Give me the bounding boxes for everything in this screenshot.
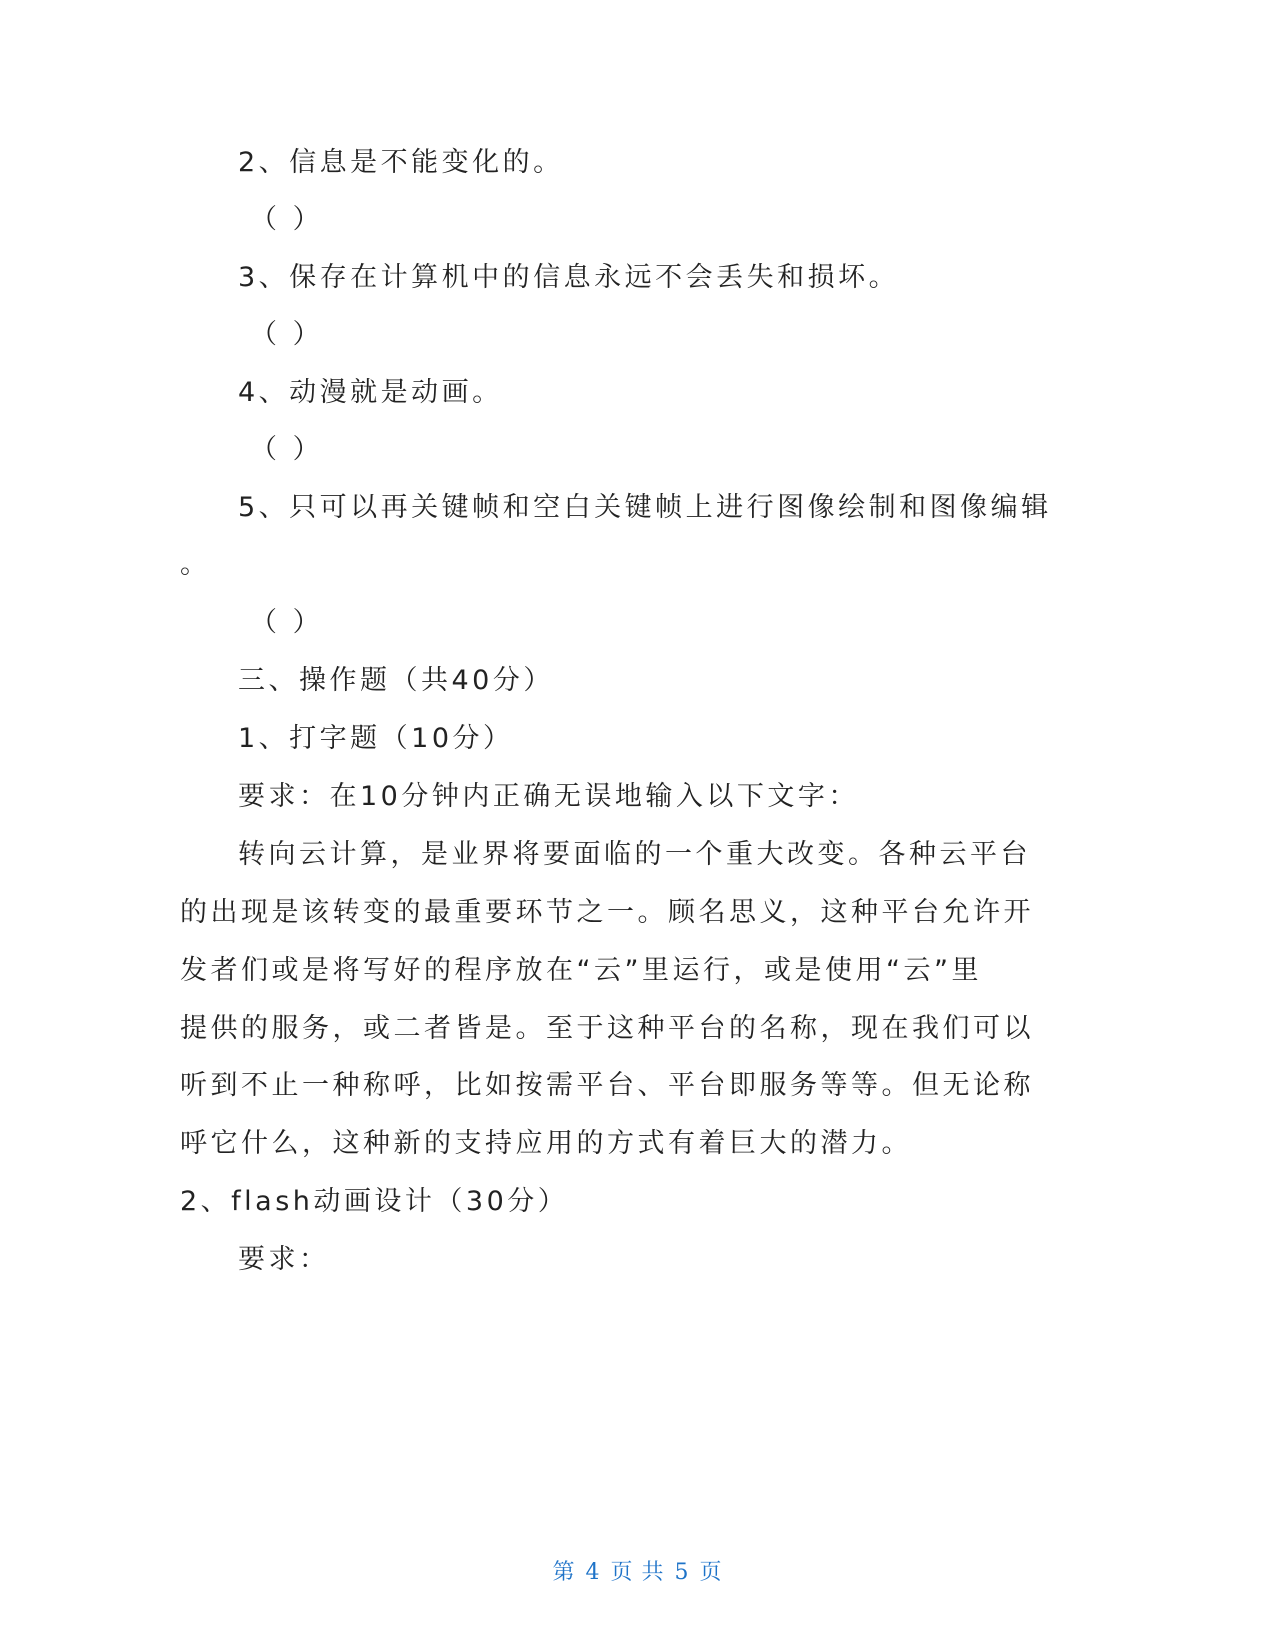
question-5-continued: 。: [180, 549, 211, 580]
page-footer: [0, 1555, 1275, 1586]
typing-passage-line-2: 的出现是该转变的最重要环节之一。顾名思义，这种平台允许开: [180, 897, 1034, 928]
flash-task-heading: 2、flash动画设计（30分）: [180, 1186, 569, 1217]
question-4: 4、动漫就是动画。: [238, 377, 503, 408]
footer-prefix: 第: [552, 1560, 576, 1585]
answer-blank-5: （ ）: [250, 607, 324, 638]
answer-blank-2: （ ）: [250, 204, 324, 235]
typing-task-requirement: 要求：在10分钟内正确无误地输入以下文字：: [238, 781, 859, 812]
footer-total-pages: 5: [674, 1560, 690, 1585]
question-5: 5、只可以再关键帧和空白关键帧上进行图像绘制和图像编辑: [238, 492, 1052, 523]
typing-passage-line-4: 提供的服务，或二者皆是。至于这种平台的名称，现在我们可以: [180, 1013, 1034, 1044]
typing-task-heading: 1、打字题（10分）: [238, 723, 514, 754]
answer-blank-3: （ ）: [250, 319, 324, 350]
typing-passage-line-1: 转向云计算，是业界将要面临的一个重大改变。各种云平台: [238, 839, 1031, 870]
section-heading-operations: 三、操作题（共40分）: [238, 665, 554, 696]
typing-passage-line-6: 呼它什么，这种新的支持应用的方式有着巨大的潜力。: [180, 1128, 912, 1159]
flash-task-requirement: 要求：: [238, 1244, 330, 1275]
question-3: 3、保存在计算机中的信息永远不会丢失和损坏。: [238, 262, 900, 293]
footer-middle: 页 共: [610, 1560, 665, 1585]
question-2: 2、信息是不能变化的。: [238, 147, 564, 178]
footer-current-page: 4: [585, 1560, 601, 1585]
typing-passage-line-5: 听到不止一种称呼，比如按需平台、平台即服务等等。但无论称: [180, 1070, 1034, 1101]
typing-passage-line-3: 发者们或是将写好的程序放在“云”里运行，或是使用“云”里: [180, 955, 982, 986]
answer-blank-4: （ ）: [250, 434, 324, 465]
footer-suffix: 页: [699, 1560, 723, 1585]
